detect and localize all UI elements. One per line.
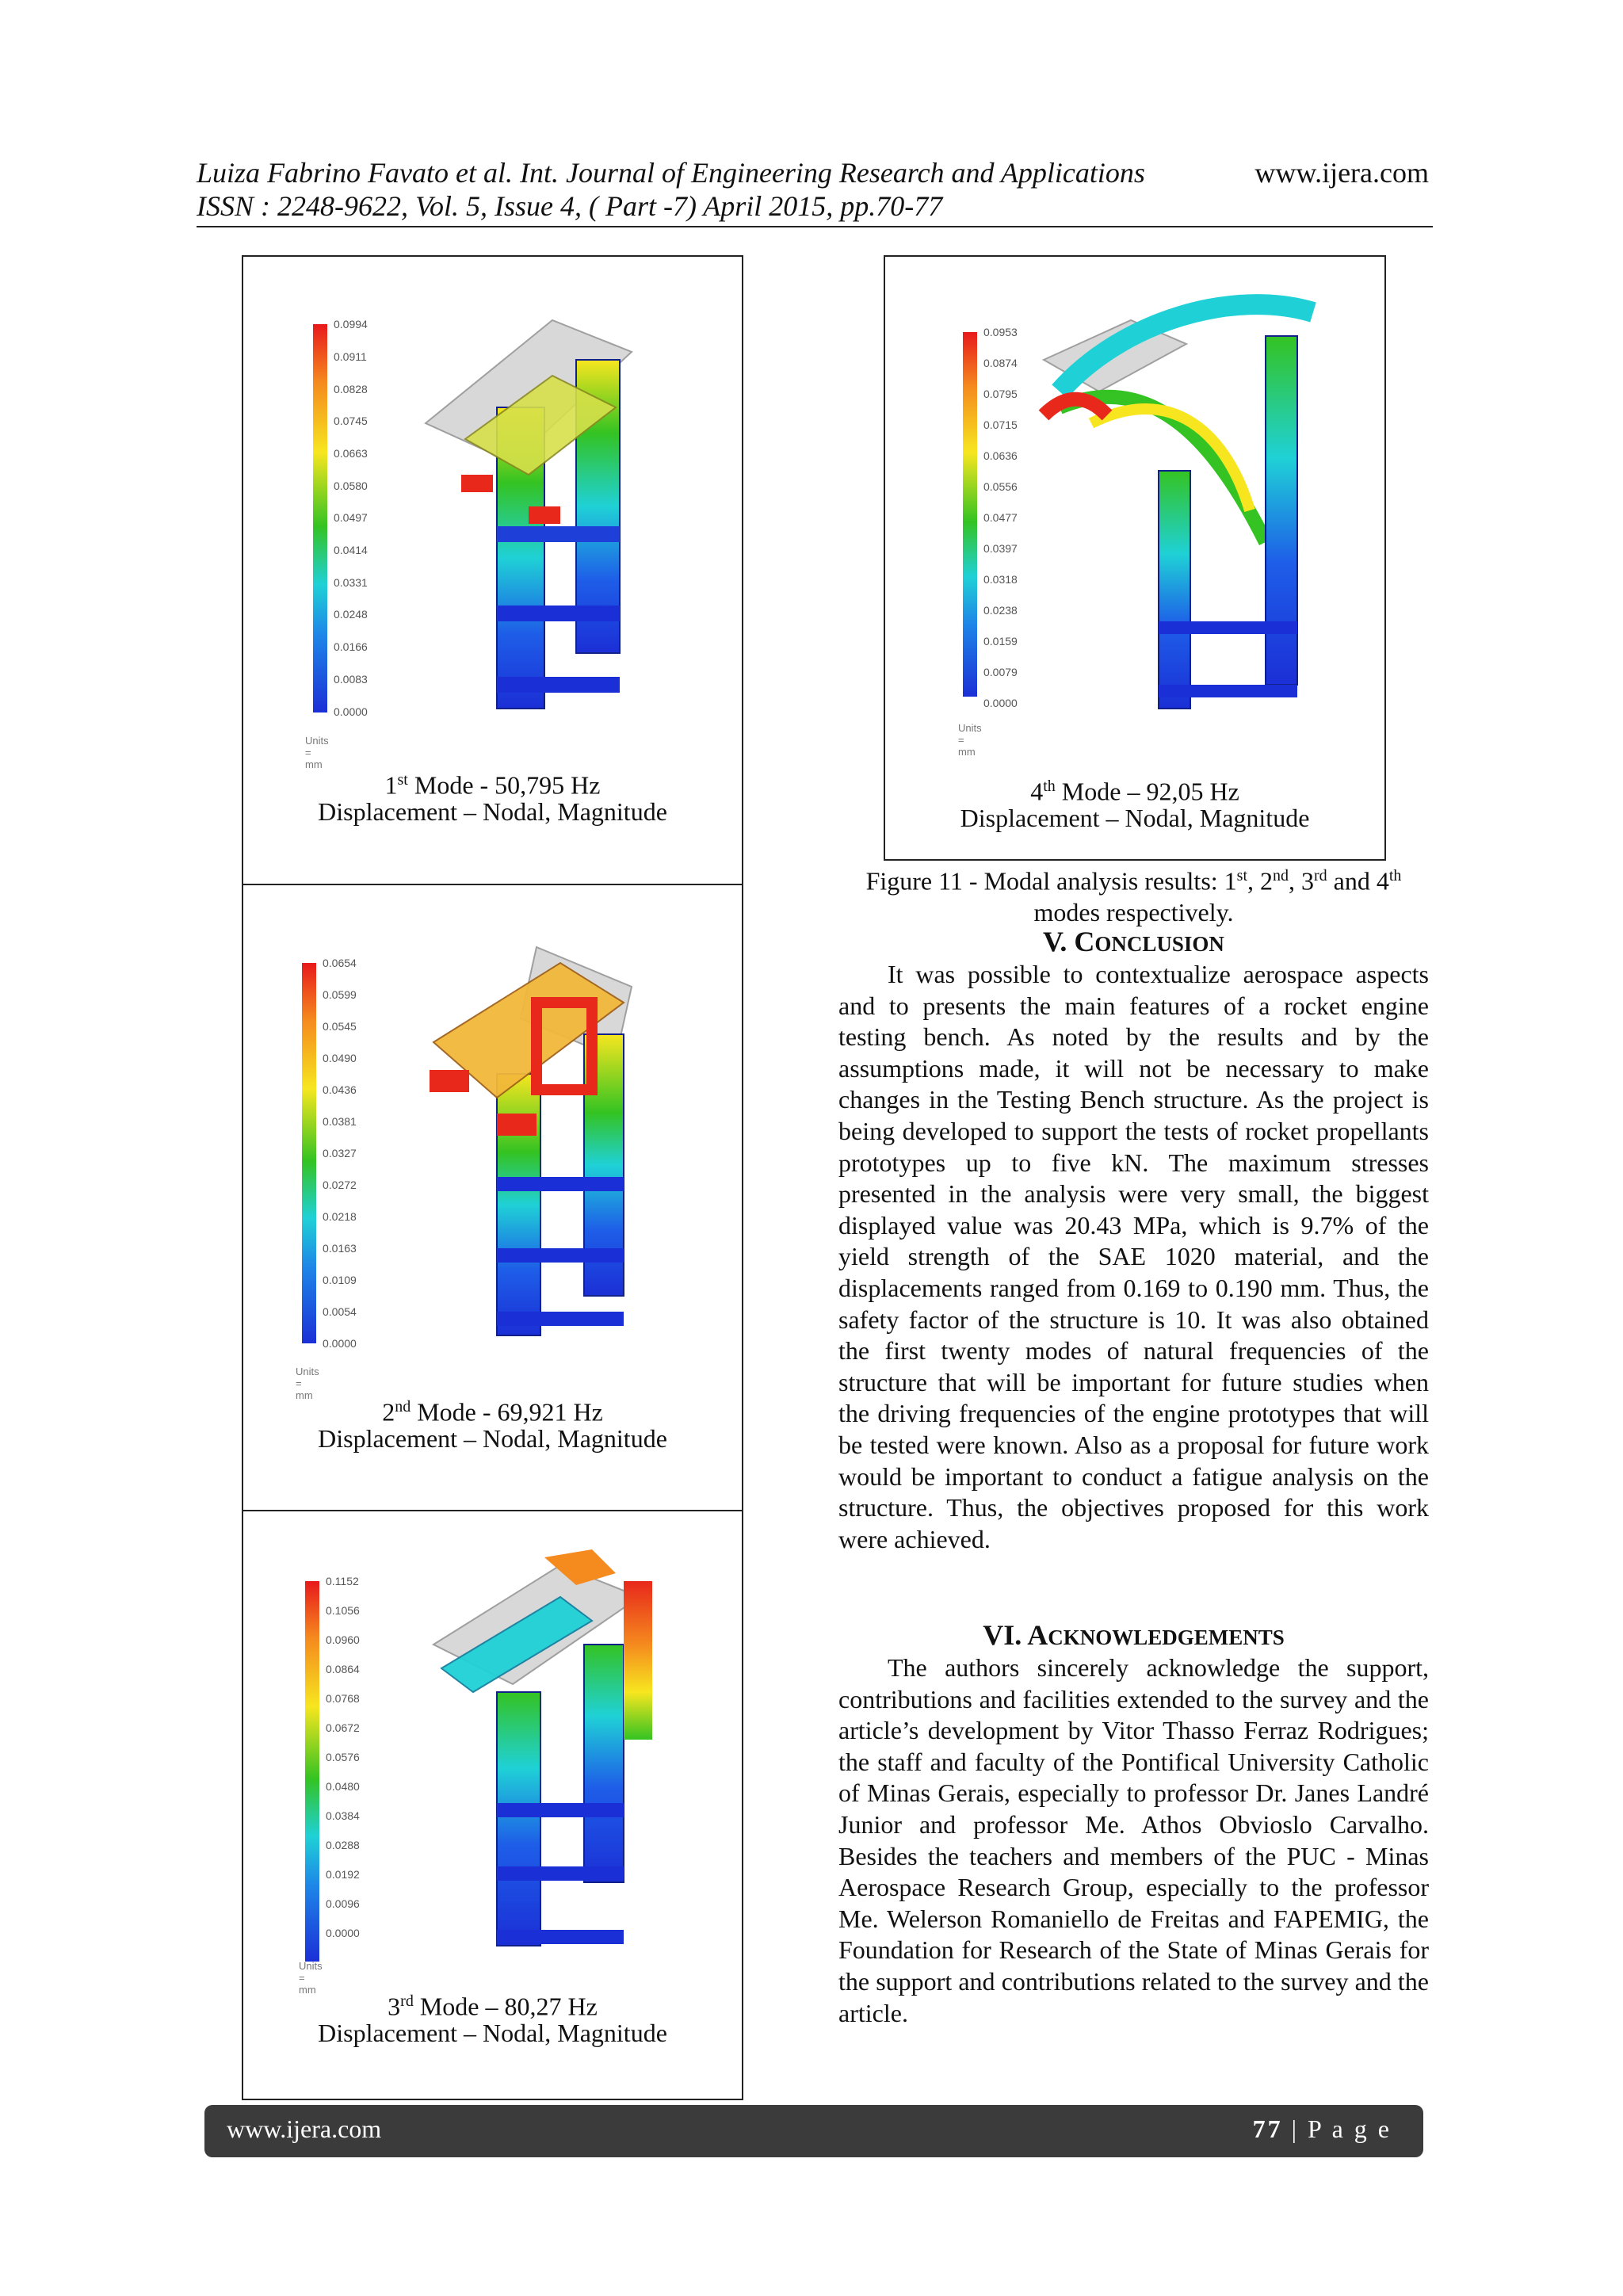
legend-tick: 0.0911 [334,350,367,363]
legend-tick: 0.0715 [983,418,1018,431]
footer-url: www.ijera.com [227,2115,382,2143]
legend-tick: 0.0795 [983,388,1018,400]
legend-tick: 0.0477 [983,511,1018,524]
legend-tick: 0.0272 [323,1179,357,1191]
legend-tick: 0.0768 [326,1692,360,1705]
legend-tick: 0.0000 [323,1337,357,1350]
legend-tick: 0.0654 [323,957,357,969]
legend-tick: 0.0490 [323,1052,357,1064]
legend-tick: 0.0636 [983,449,1018,462]
caption-sup: th [1388,867,1402,884]
page-number-value: 77 [1252,2115,1283,2143]
caption-text: , 2 [1247,866,1273,896]
legend-tick: 0.0096 [326,1897,360,1910]
legend-tick: 0.0580 [334,479,368,492]
figure-panel-mode3 [243,1510,742,2099]
legend-tick: 0.0109 [323,1274,357,1286]
legend-tick: 0.0663 [334,447,368,460]
heading-number: VI. A [983,1619,1048,1651]
legend-tick: 0.0864 [326,1663,360,1675]
fea-model-mode2 [378,915,695,1359]
running-header-issn: ISSN : 2248-9622, Vol. 5, Issue 4, ( Part -7) April 2015, pp.70-77 [197,190,943,222]
legend-tick: 0.0381 [323,1115,357,1128]
legend-tick: 0.0331 [334,576,368,589]
legend-tick: 0.0159 [983,635,1018,648]
figure-panel-mode1 [243,257,742,885]
legend-tick: 0.0576 [326,1751,360,1763]
legend-tick: 0.0054 [323,1305,357,1318]
caption-sup: nd [395,1398,411,1415]
caption-text: , 3 [1289,866,1314,896]
figure-panel-mode2 [243,884,742,1511]
legend-tick: 0.0672 [326,1721,360,1734]
legend-tick: 0.0000 [334,705,368,718]
caption-sup: th [1043,777,1056,795]
caption-ordinal: 3 [388,1992,401,2021]
legend-tick: 0.0327 [323,1147,357,1159]
legend-tick: 0.0556 [983,480,1018,493]
caption-title: Mode - 69,921 Hz [411,1397,603,1427]
figure-11-caption [838,861,1429,929]
units-label: Units = mm [296,1366,319,1401]
section-heading-acknowledgements [838,1619,1429,1653]
legend-tick: 0.0000 [326,1927,360,1939]
legend-tick: 0.0874 [983,357,1018,369]
header-rule [197,226,1433,227]
figure-subcaption-mode2: Displacement – Nodal, Magnitude [318,1424,667,1453]
legend-tick: 0.0436 [323,1083,357,1096]
legend-tick: 0.0166 [334,640,368,653]
caption-text: Figure 11 - Modal analysis results: 1 [865,866,1237,896]
page-word: P a g e [1307,2115,1392,2143]
legend-tick: 0.0288 [326,1839,360,1851]
legend-tick: 0.0960 [326,1633,360,1646]
header-url: www.ijera.com [1254,157,1429,189]
conclusion-paragraph: It was possible to contextualize aerospace aspects and to presents the main features of a rocket engine testing bench. As noted by the results and by the assumptions made, it will not be necessary to make changes in the Testing Bench structure. As the project is being developed to support the tests of rocket propellants prototypes up to five kN. The maximum stresses presented in the analysis were very small, the biggest displayed value was 20.43 MPa, which is 9.7% of the yield strength of the SAE 1020 material, and the displacements ranged from 0.169 to 0.190 mm. Thus, the safety factor of the structure is 10. It was also obtained the first twenty modes of natural frequencies of the structure that will be important for future studies when the driving frequencies of the engine prototypes that will be tested were known. Also as a proposal for future work would be important to conduct a fatigue analysis on the structure. Thus, the objectives proposed for this work were achieved. [838,960,1429,1553]
page-footer [204,2105,1423,2157]
caption-sup: st [397,771,408,789]
legend-tick: 0.0318 [983,573,1018,586]
units-label: Units = mm [299,1960,323,1996]
legend-tick: 0.0192 [326,1868,360,1881]
legend-tick: 0.0994 [334,318,368,330]
caption-ordinal: 2 [382,1397,395,1427]
heading-text: CKNOWLEDGEMENTS [1048,1626,1285,1649]
fea-model-mode1 [402,288,687,732]
acknowledgements-paragraph: The authors sincerely acknowledge the support, contributions and facilities extended to the survey and the article’s development by Vitor Thasso Ferraz Rodrigues; the staff and faculty of the Pontifical University Catholic of Minas Gerais, especially to professor Dr. Janes Landré Junior and professor Me. Athos Obvioslo Carvalho. Besides the teachers and members of the PUC - Minas Aerospace Research Group, especially to the professor Me. Welerson Romaniello de Freitas and FAPEMIG, the Foundation for Research of the State of Minas Gerais for the support and contributions related to the survey and the article. [838,1653,1429,2027]
units-label: Units = mm [958,722,982,758]
caption-text: and 4 [1327,866,1389,896]
legend-tick: 0.0953 [983,326,1018,338]
legend-tick: 0.0079 [983,666,1018,678]
figure-subcaption-mode1: Displacement – Nodal, Magnitude [318,797,667,826]
legend-tick: 0.0480 [326,1780,360,1793]
legend-tick: 0.0828 [334,383,368,395]
caption-sup: nd [1273,867,1289,884]
fea-model-mode3 [386,1534,703,1977]
legend-tick: 0.0497 [334,511,368,524]
legend-tick: 0.0218 [323,1210,357,1223]
page-sep: | [1282,2115,1308,2143]
page-number [1253,2115,1392,2144]
caption-sup: rd [400,1992,414,2010]
legend-tick: 0.0238 [983,604,1018,617]
legend-colorbar [313,324,327,712]
caption-ordinal: 1 [384,770,398,800]
legend-tick: 0.0397 [983,542,1018,555]
caption-sup: st [1236,867,1247,884]
fea-model-mode4 [1028,288,1361,732]
heading-number: V. C [1043,926,1095,957]
figure-column-left [242,255,743,2100]
caption-title: Mode – 92,05 Hz [1055,777,1239,806]
units-label: Units = mm [305,735,329,770]
caption-title: Mode - 50,795 Hz [407,770,601,800]
figure-subcaption-mode4: Displacement – Nodal, Magnitude [960,804,1310,832]
running-header-journal: Luiza Fabrino Favato et al. Int. Journal of Engineering Research and Applications [197,157,1145,189]
caption-title: Mode – 80,27 Hz [413,1992,598,2021]
section-heading-conclusion [838,926,1429,960]
legend-colorbar [305,1581,319,1962]
legend-tick: 0.1152 [326,1575,359,1587]
legend-tick: 0.0599 [323,988,357,1001]
heading-text: ONCLUSION [1094,932,1224,956]
legend-tick: 0.0384 [326,1809,360,1822]
legend-tick: 0.0545 [323,1020,357,1033]
legend-colorbar [963,332,977,697]
caption-text: modes respectively. [1033,898,1234,927]
figure-subcaption-mode3: Displacement – Nodal, Magnitude [318,2019,667,2047]
legend-tick: 0.0414 [334,544,368,556]
legend-tick: 0.0745 [334,415,368,427]
legend-colorbar [302,963,316,1343]
legend-tick: 0.0083 [334,673,368,686]
caption-ordinal: 4 [1030,777,1044,806]
legend-tick: 0.0000 [983,697,1018,709]
legend-tick: 0.1056 [326,1604,360,1617]
figure-panel-mode4 [884,255,1386,861]
legend-tick: 0.0248 [334,608,368,621]
caption-sup: rd [1314,867,1327,884]
legend-tick: 0.0163 [323,1242,357,1255]
